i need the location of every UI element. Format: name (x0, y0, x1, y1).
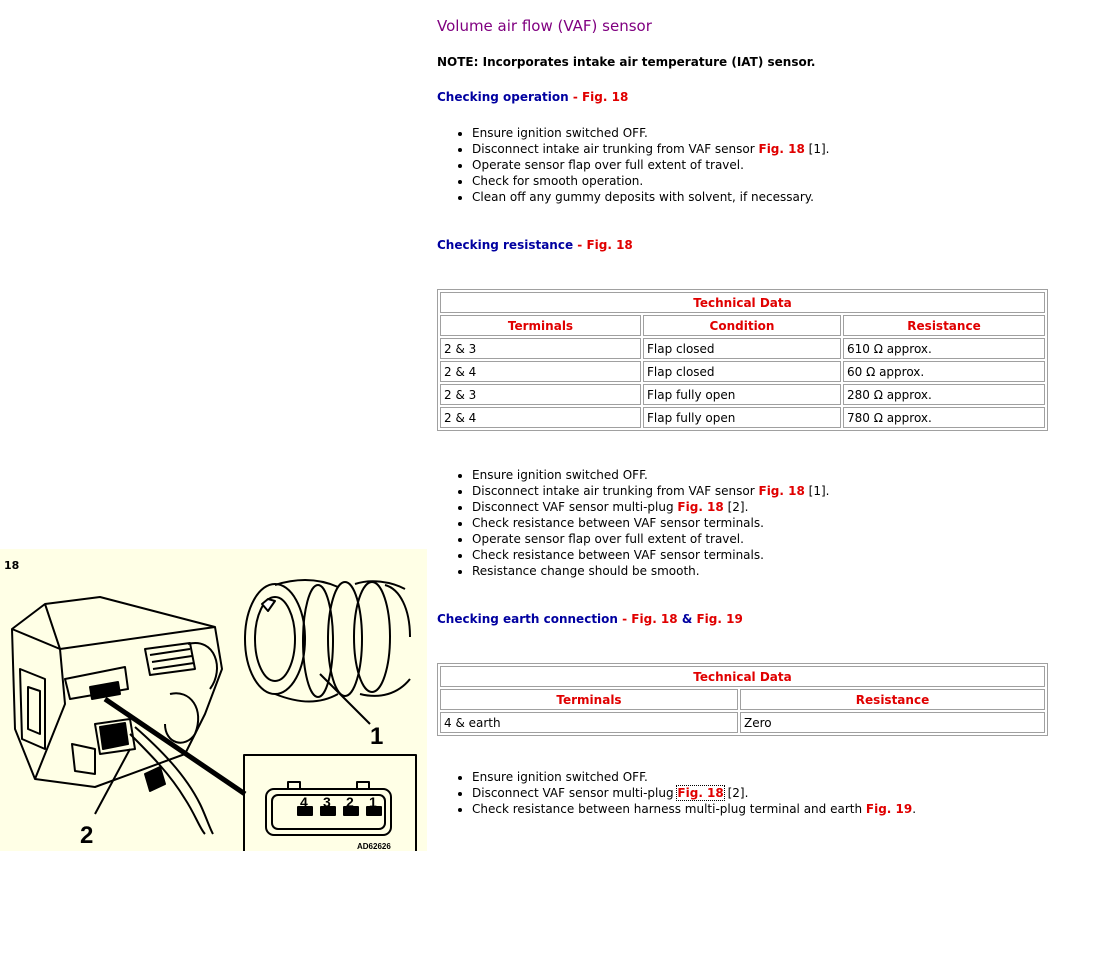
heading-label: Checking earth connection (437, 612, 618, 626)
table-cell: Zero (740, 712, 1045, 733)
step-text: Operate sensor flap over full extent of travel. (472, 158, 744, 172)
step-text: Clean off any gummy deposits with solvent, if necessary. (472, 190, 814, 204)
list-item (472, 531, 829, 547)
earth-steps (437, 769, 916, 817)
fig-18-link[interactable]: Fig. 18 (586, 238, 633, 252)
table-cell: 2 & 4 (440, 361, 641, 382)
step-text: Ensure ignition switched OFF. (472, 126, 648, 140)
step-text: Disconnect intake air trunking from VAF sensor (472, 142, 759, 156)
column-header: Resistance (740, 689, 1045, 710)
step-text: Check resistance between VAF sensor terminals. (472, 548, 764, 562)
step-suffix: [2]. (723, 786, 749, 800)
list-item (472, 563, 829, 579)
step-text: Ensure ignition switched OFF. (472, 770, 648, 784)
list-item (472, 499, 829, 515)
list-item (472, 173, 829, 189)
list-item (472, 769, 916, 785)
page-title: Volume air flow (VAF) sensor (437, 17, 652, 35)
list-item (472, 125, 829, 141)
fig-18-link[interactable]: Fig. 18 (677, 786, 724, 800)
column-header: Terminals (440, 689, 738, 710)
heading-label: Checking resistance (437, 238, 574, 252)
step-suffix: [1]. (804, 484, 830, 498)
step-text: Disconnect VAF sensor multi-plug (472, 786, 678, 800)
figure-number: 18 (4, 559, 20, 572)
table-cell: Flap closed (643, 338, 841, 359)
callout-2: 2 (80, 822, 94, 849)
step-suffix: [2]. (723, 500, 749, 514)
table-cell: Flap fully open (643, 407, 841, 428)
column-header: Resistance (843, 315, 1045, 336)
fig-19-link[interactable]: Fig. 19 (865, 802, 913, 816)
table-caption: Technical Data (440, 666, 1045, 687)
fig-18-link[interactable]: Fig. 18 (677, 500, 724, 514)
heading-checking-earth-connection (437, 612, 743, 626)
table-cell: 60 Ω approx. (843, 361, 1045, 382)
pin-1-label: 1 (369, 794, 377, 810)
resistance-steps (437, 467, 829, 579)
table-row (440, 407, 1045, 428)
heading-separator: - (573, 238, 587, 252)
step-text: Ensure ignition switched OFF. (472, 468, 648, 482)
list-item (472, 141, 829, 157)
fig-18-link[interactable]: Fig. 18 (758, 484, 805, 498)
table-cell: Flap closed (643, 361, 841, 382)
table-row (440, 384, 1045, 405)
fig-19-link[interactable]: Fig. 19 (696, 612, 743, 626)
table-cell: 4 & earth (440, 712, 738, 733)
pin-4-label: 4 (300, 794, 308, 810)
heading-separator: - (617, 612, 632, 626)
list-item (472, 801, 916, 817)
heading-ampersand: & (677, 612, 697, 626)
note-text: NOTE: Incorporates intake air temperature (IAT) sensor. (437, 55, 816, 69)
table-row (440, 338, 1045, 359)
fig-18-link[interactable]: Fig. 18 (581, 90, 629, 104)
list-item (472, 189, 829, 205)
operation-steps (437, 125, 829, 205)
step-text: Operate sensor flap over full extent of travel. (472, 532, 744, 546)
heading-checking-operation (437, 90, 628, 104)
column-header: Condition (643, 315, 841, 336)
list-item (472, 515, 829, 531)
table-caption: Technical Data (440, 292, 1045, 313)
step-text: Check resistance between harness multi-plug terminal and earth (472, 802, 866, 816)
list-item (472, 157, 829, 173)
list-item (472, 547, 829, 563)
heading-separator: - (568, 90, 582, 104)
list-item (472, 785, 916, 801)
step-text: Disconnect intake air trunking from VAF sensor (472, 484, 759, 498)
pin-3-label: 3 (323, 794, 331, 810)
table-cell: 280 Ω approx. (843, 384, 1045, 405)
fig-18-link[interactable]: Fig. 18 (758, 142, 805, 156)
earth-table (437, 663, 1048, 736)
list-item (472, 467, 829, 483)
table-cell: Flap fully open (643, 384, 841, 405)
table-cell: 610 Ω approx. (843, 338, 1045, 359)
step-text: Resistance change should be smooth. (472, 564, 700, 578)
table-row (440, 361, 1045, 382)
table-cell: 780 Ω approx. (843, 407, 1045, 428)
vaf-sensor-illustration (0, 549, 427, 851)
table-cell: 2 & 4 (440, 407, 641, 428)
heading-label: Checking operation (437, 90, 569, 104)
step-text: Disconnect VAF sensor multi-plug (472, 500, 678, 514)
figure-code: AD62626 (357, 842, 391, 851)
fig-18-link[interactable]: Fig. 18 (631, 612, 678, 626)
step-text: Check for smooth operation. (472, 174, 644, 188)
step-suffix: [1]. (804, 142, 830, 156)
list-item (472, 483, 829, 499)
table-cell: 2 & 3 (440, 384, 641, 405)
pin-2-label: 2 (346, 794, 354, 810)
heading-checking-resistance (437, 238, 633, 252)
table-row (440, 712, 1045, 733)
figure-18-panel (0, 549, 427, 851)
step-suffix: . (912, 802, 917, 816)
step-text: Check resistance between VAF sensor terminals. (472, 516, 764, 530)
resistance-table (437, 289, 1048, 431)
callout-1: 1 (370, 723, 384, 750)
table-cell: 2 & 3 (440, 338, 641, 359)
column-header: Terminals (440, 315, 641, 336)
